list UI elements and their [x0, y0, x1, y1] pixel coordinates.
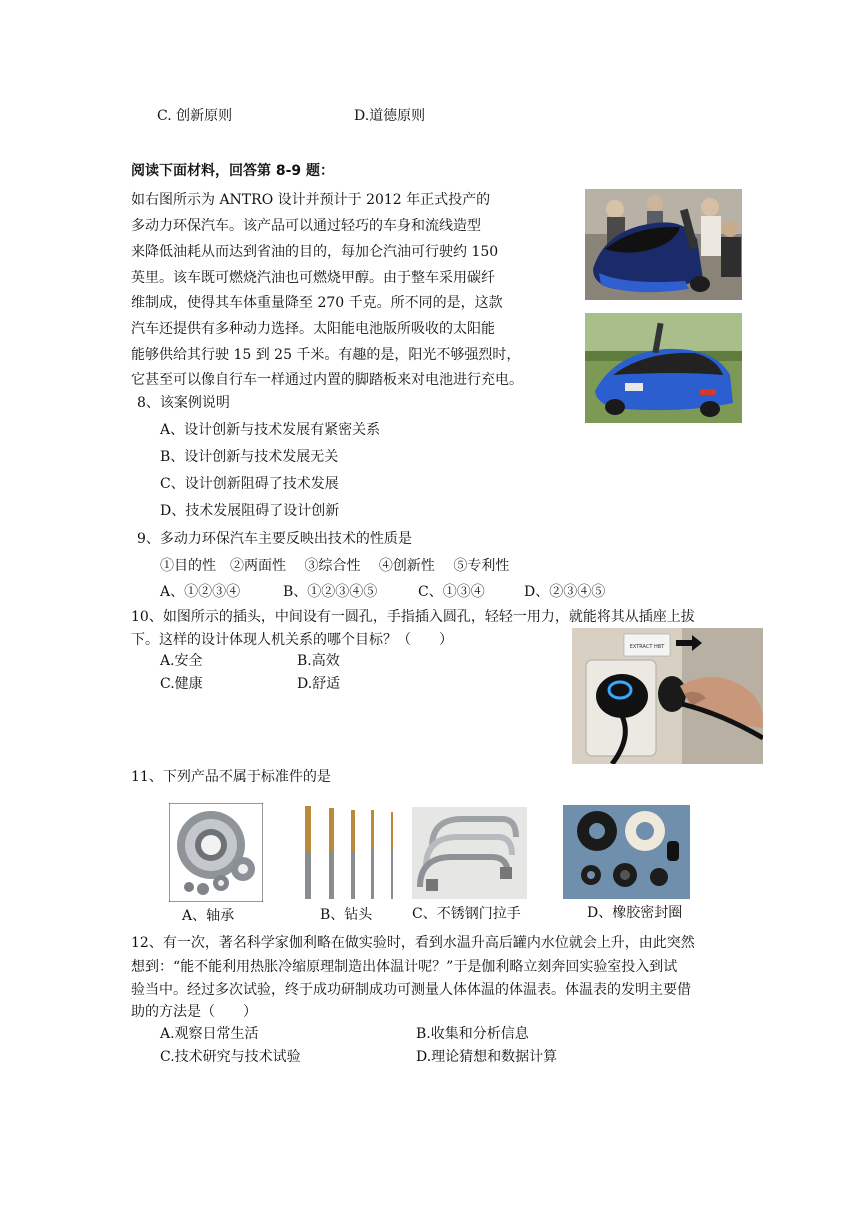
q8-option-c: C、设计创新阻碍了技术发展	[160, 476, 339, 492]
plug-label-text: EXTRACT HBT	[629, 644, 665, 650]
passage-line: 它甚至可以像自行车一样通过内置的脚踏板来对电池进行充电。	[131, 372, 523, 388]
q11-stem: 11、下列产品不属于标准件的是	[131, 769, 331, 785]
q10-option-a: A.安全	[160, 653, 203, 669]
q9-properties: ①目的性 ②两面性 ③综合性 ④创新性 ⑤专利性	[160, 558, 510, 574]
q11-caption-a: A、轴承	[182, 908, 235, 924]
q7-option-d: D.道德原则	[354, 108, 426, 124]
passage-line: 能够供给其行驶 15 到 25 千米。有趣的是，阳光不够强烈时，	[131, 347, 521, 363]
passage-line: 汽车还提供有多种动力选择。太阳能电池版所吸收的太阳能	[131, 321, 495, 337]
q11-caption-d: D、橡胶密封圈	[587, 905, 683, 921]
q9-option-a: A、①②③④	[160, 584, 241, 600]
q8-option-a: A、设计创新与技术发展有紧密关系	[160, 422, 381, 438]
q12-option-b: B.收集和分析信息	[416, 1026, 529, 1042]
bearing-photo	[169, 803, 263, 902]
q12-line: 验当中。经过多次试验，终于成功研制成功可测量人体体温的体温表。体温表的发明主要借	[131, 982, 691, 998]
q7-option-c: C. 创新原则	[157, 108, 233, 124]
q12-option-c: C.技术研究与技术试验	[160, 1049, 301, 1065]
q11-caption-c: C、不锈钢门拉手	[412, 906, 521, 922]
q8-option-b: B、设计创新与技术发展无关	[160, 449, 339, 465]
q12-line: 12、有一次，著名科学家伽利略在做实验时，看到水温升高后罐内水位就会上升，由此突然	[131, 935, 695, 951]
q8-stem: 8、该案例说明	[137, 395, 230, 411]
q9-option-c: C、①③④	[418, 584, 485, 600]
q10-option-d: D.舒适	[297, 676, 341, 692]
q12-line: 想到：“能不能利用热胀冷缩原理制造出体温计呢？”于是伽利略立刻奔回实验室投入到试	[131, 959, 678, 975]
q12-line: 助的方法是（ ）	[131, 1004, 257, 1020]
door-handles-photo	[412, 807, 527, 899]
car-photo-bottom	[585, 313, 742, 423]
q9-option-d: D、②③④⑤	[524, 584, 606, 600]
q10-option-b: B.高效	[297, 653, 340, 669]
reading-heading: 阅读下面材料，回答第 8-9 题：	[131, 163, 335, 179]
q8-option-d: D、技术发展阻碍了设计创新	[160, 503, 340, 519]
passage-line: 英里。该车既可燃烧汽油也可燃烧甲醇。由于整车采用碳纤	[131, 270, 495, 286]
plug-photo	[572, 628, 763, 764]
passage-line: 来降低油耗从而达到省油的目的，每加仑汽油可行驶约 150	[131, 244, 499, 260]
passage-line: 多动力环保汽车。该产品可以通过轻巧的车身和流线造型	[131, 218, 481, 234]
q10-stem-line1: 10、如图所示的插头，中间设有一圆孔，手指插入圆孔，轻轻一用力，就能将其从插座上拔	[131, 609, 695, 625]
q9-stem: 9、多动力环保汽车主要反映出技术的性质是	[137, 531, 412, 547]
q12-option-a: A.观察日常生活	[160, 1026, 259, 1042]
car-photo-top	[585, 189, 742, 300]
q10-option-c: C.健康	[160, 676, 203, 692]
passage-line: 如右图所示为 ANTRO 设计并预计于 2012 年正式投产的	[131, 192, 491, 208]
q12-option-d: D.理论猜想和数据计算	[416, 1049, 558, 1065]
drill-bits-photo	[297, 804, 401, 901]
q9-option-b: B、①②③④⑤	[283, 584, 378, 600]
q10-stem-line2: 下。这样的设计体现人机关系的哪个目标？（ ）	[131, 632, 453, 648]
q11-caption-b: B、钻头	[320, 907, 373, 923]
passage-line: 维制成，使得其车体重量降至 270 千克。所不同的是，这款	[131, 295, 503, 311]
rubber-seals-photo	[563, 805, 690, 899]
